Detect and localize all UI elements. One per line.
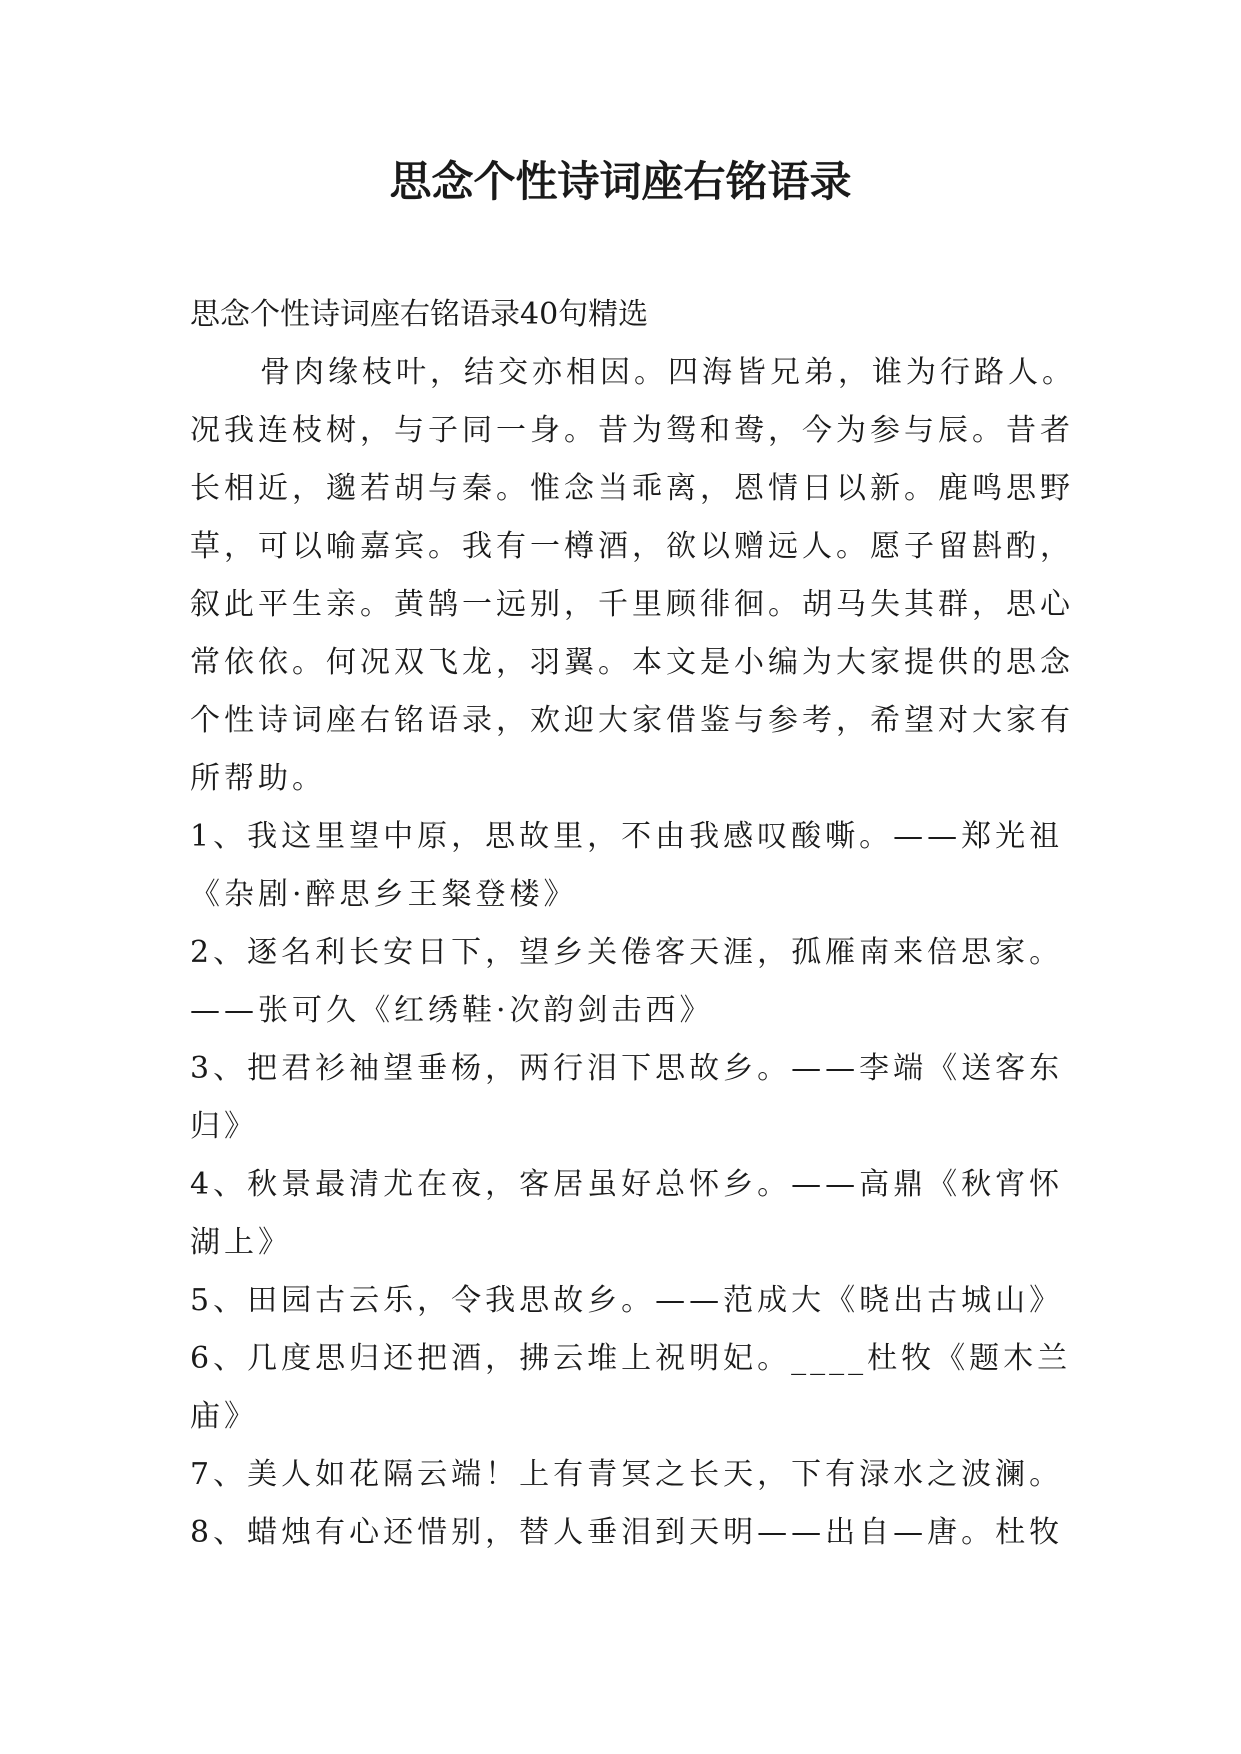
paragraph-line: 叙此平生亲。黄鹄一远别，千里顾徘徊。胡马失其群，思心: [190, 587, 1074, 622]
paragraph-line: 草，可以喻嘉宾。我有一樽酒，欲以赠远人。愿子留斟酌，: [190, 529, 1074, 564]
quote-item-2: 2、逐名利长安日下，望乡关倦客天涯，孤雁南来倍思家。: [190, 935, 1064, 970]
quote-item-4-continued: 湖上》: [190, 1225, 292, 1260]
quote-item-7: 7、美人如花隔云端！上有青冥之长天，下有渌水之波澜。: [190, 1457, 1064, 1492]
quote-item-5: 5、田园古云乐，令我思故乡。——范成大《晓出古城山》: [190, 1283, 1064, 1318]
quote-item-3: 3、把君衫袖望垂杨，两行泪下思故乡。——李端《送客东: [190, 1051, 1064, 1086]
quote-item-6: 6、几度思归还把酒，拂云堆上祝明妃。____杜牧《题木兰: [190, 1341, 1072, 1376]
quote-item-1: 1、我这里望中原，思故里，不由我感叹酸嘶。——郑光祖: [190, 819, 1064, 854]
paragraph-line: 骨肉缘枝叶，结交亦相因。四海皆兄弟，谁为行路人。: [260, 355, 1076, 390]
paragraph-line: 常依依。何况双飞龙，羽翼。本文是小编为大家提供的思念: [190, 645, 1074, 680]
quote-item-4: 4、秋景最清尤在夜，客居虽好总怀乡。——高鼎《秋宵怀: [190, 1167, 1064, 1202]
quote-item-8: 8、蜡烛有心还惜别，替人垂泪到天明——出自—唐。杜牧: [190, 1515, 1064, 1550]
paragraph-line: 长相近，邈若胡与秦。惟念当乖离，恩情日以新。鹿鸣思野: [190, 471, 1074, 506]
quote-item-3-continued: 归》: [190, 1109, 258, 1144]
document-body: [190, 286, 1076, 1562]
paragraph-line: 所帮助。: [190, 761, 326, 796]
quote-item-6-continued: 庙》: [190, 1399, 258, 1434]
document-title: 思念个性诗词座右铭语录: [389, 157, 852, 206]
paragraph-line: 况我连枝树，与子同一身。昔为鸳和鸯，今为参与辰。昔者: [190, 413, 1074, 448]
quote-item-2-source: ——张可久《红绣鞋·次韵剑击西》: [190, 993, 714, 1028]
document-subtitle: 思念个性诗词座右铭语录40句精选: [190, 297, 649, 332]
paragraph-line: 个性诗词座右铭语录，欢迎大家借鉴与参考，希望对大家有: [190, 703, 1074, 738]
quote-item-1-source: 《杂剧·醉思乡王粲登楼》: [190, 877, 578, 912]
